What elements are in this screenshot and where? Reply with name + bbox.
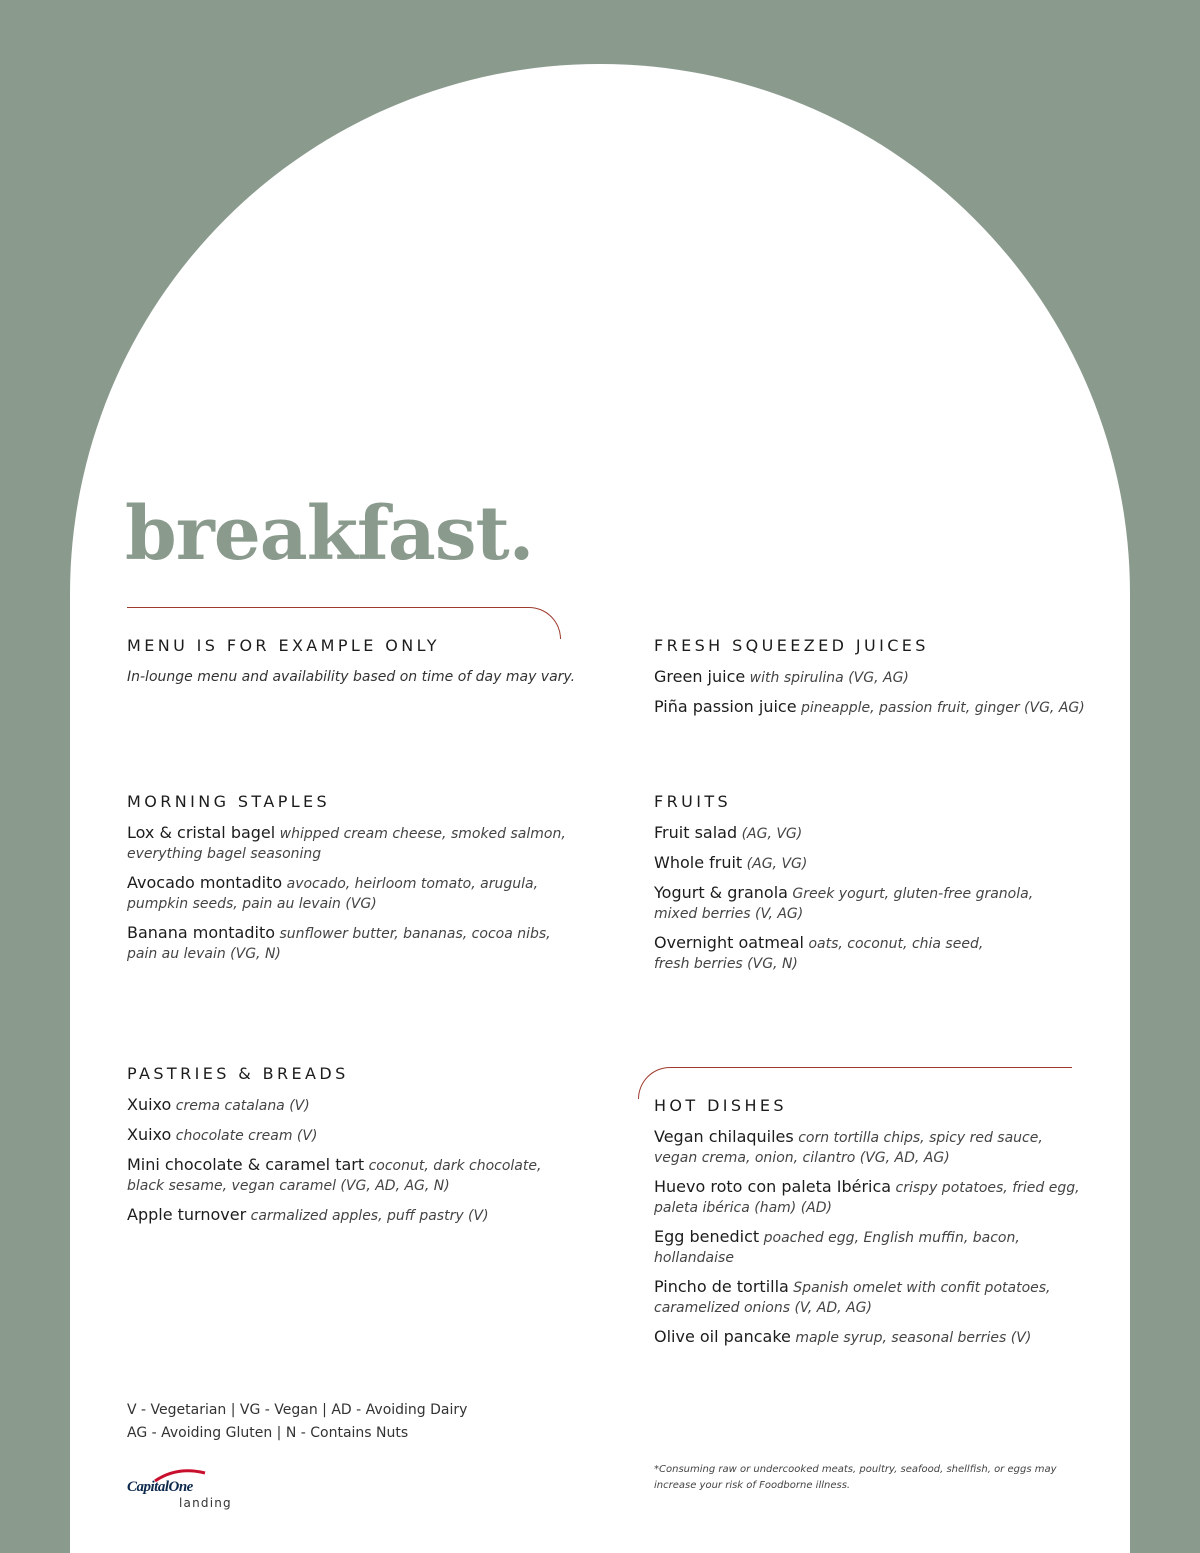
item-name: Egg benedict	[654, 1227, 760, 1246]
item-desc: oats, coconut, chia seed,	[808, 936, 984, 952]
intro-note: In-lounge menu and availability based on time of day may vary.	[127, 669, 576, 685]
logo-sub: landing	[179, 1496, 232, 1510]
item-name: Piña passion juice	[654, 697, 797, 716]
item-desc-cont: black sesame, vegan caramel (VG, AD, AG, N)	[127, 1178, 450, 1194]
item-desc-cont: paleta ibérica (ham) (AD)	[654, 1200, 832, 1216]
item-name: Whole fruit	[654, 853, 743, 872]
intro-heading: MENU IS FOR EXAMPLE ONLY	[127, 636, 440, 655]
item-name: Overnight oatmeal	[654, 933, 804, 952]
menu-item	[127, 923, 597, 964]
juices-section	[654, 635, 1124, 727]
item-name: Green juice	[654, 667, 746, 686]
menu-item	[127, 1155, 597, 1196]
item-desc: carmalized apples, puff pastry (V)	[250, 1208, 489, 1224]
menu-item	[654, 1277, 1094, 1318]
foodborne-disclaimer: *Consuming raw or undercooked meats, poultry, seafood, shellfish, or eggs may increase your risk of Foodborne illness.	[654, 1464, 1057, 1491]
item-desc-cont: pumpkin seeds, pain au levain (VG)	[127, 896, 377, 912]
item-desc: crema catalana (V)	[175, 1098, 310, 1114]
menu-item	[127, 823, 597, 864]
menu-item	[654, 1327, 1094, 1348]
fruits-section	[654, 791, 1124, 983]
item-name: Avocado montadito	[127, 873, 283, 892]
item-name: Fruit salad	[654, 823, 738, 842]
item-desc: (AG, VG)	[741, 826, 803, 842]
item-name: Lox & cristal bagel	[127, 823, 276, 842]
staples-heading: MORNING STAPLES	[127, 792, 331, 811]
item-desc-cont: mixed berries (V, AG)	[654, 906, 804, 922]
item-desc: whipped cream cheese, smoked salmon,	[279, 826, 566, 842]
item-desc-cont: pain au levain (VG, N)	[127, 946, 281, 962]
item-desc: (AG, VG)	[746, 856, 808, 872]
item-desc: sunflower butter, bananas, cocoa nibs,	[279, 926, 551, 942]
menu-item	[654, 667, 1124, 688]
item-desc: coconut, dark chocolate,	[368, 1158, 542, 1174]
item-desc: crispy potatoes, fried egg,	[895, 1180, 1080, 1196]
item-name: Vegan chilaquiles	[654, 1127, 794, 1146]
menu-item	[654, 697, 1124, 718]
staples-section	[127, 791, 597, 973]
item-name: Mini chocolate & caramel tart	[127, 1155, 365, 1174]
item-desc-cont: caramelized onions (V, AD, AG)	[654, 1300, 872, 1316]
logo-brand: CapitalOne	[127, 1479, 193, 1495]
menu-item	[654, 1127, 1094, 1168]
menu-item	[654, 1177, 1094, 1218]
legend-line-2: AG - Avoiding Gluten | N - Contains Nuts	[127, 1425, 409, 1441]
menu-item	[654, 883, 1124, 924]
item-desc-cont: everything bagel seasoning	[127, 846, 322, 862]
item-name: Apple turnover	[127, 1205, 247, 1224]
menu-item	[127, 1205, 597, 1226]
intro-section	[127, 635, 597, 687]
menu-item	[654, 853, 1124, 874]
item-desc: with spirulina (VG, AG)	[749, 670, 909, 686]
dietary-legend	[127, 1399, 467, 1445]
item-name: Yogurt & granola	[654, 883, 788, 902]
item-desc-cont: fresh berries (VG, N)	[654, 956, 798, 972]
item-desc: maple syrup, seasonal berries (V)	[795, 1330, 1032, 1346]
item-name: Pincho de tortilla	[654, 1277, 789, 1296]
juices-heading: FRESH SQUEEZED JUICES	[654, 636, 929, 655]
item-name: Banana montadito	[127, 923, 276, 942]
item-name: Xuixo	[127, 1095, 172, 1114]
hot-dishes-section	[654, 1095, 1094, 1357]
item-desc: chocolate cream (V)	[175, 1128, 318, 1144]
menu-item	[127, 1125, 597, 1146]
item-desc: corn tortilla chips, spicy red sauce,	[798, 1130, 1043, 1146]
hot-dishes-heading: HOT DISHES	[654, 1096, 787, 1115]
menu-item	[127, 1095, 597, 1116]
item-desc: avocado, heirloom tomato, arugula,	[286, 876, 539, 892]
page-title: breakfast.	[125, 491, 534, 577]
menu-item	[654, 933, 1124, 974]
pastries-heading: PASTRIES & BREADS	[127, 1064, 349, 1083]
item-desc: poached egg, English muffin, bacon, hollandaise	[654, 1230, 1020, 1266]
item-desc: Spanish omelet with confit potatoes,	[793, 1280, 1051, 1296]
menu-item	[654, 823, 1124, 844]
menu-item	[654, 1227, 1094, 1268]
menu-item	[127, 873, 597, 914]
capital-one-landing-logo	[127, 1468, 237, 1512]
item-name: Huevo roto con paleta Ibérica	[654, 1177, 892, 1196]
item-desc-cont: vegan crema, onion, cilantro (VG, AD, AG)	[654, 1150, 950, 1166]
item-desc: pineapple, passion fruit, ginger (VG, AG)	[801, 700, 1085, 716]
legend-line-1: V - Vegetarian | VG - Vegan | AD - Avoiding Dairy	[127, 1402, 468, 1418]
item-name: Xuixo	[127, 1125, 172, 1144]
item-name: Olive oil pancake	[654, 1327, 791, 1346]
item-desc: Greek yogurt, gluten-free granola,	[792, 886, 1034, 902]
fruits-heading: FRUITS	[654, 792, 732, 811]
pastries-section	[127, 1063, 597, 1235]
